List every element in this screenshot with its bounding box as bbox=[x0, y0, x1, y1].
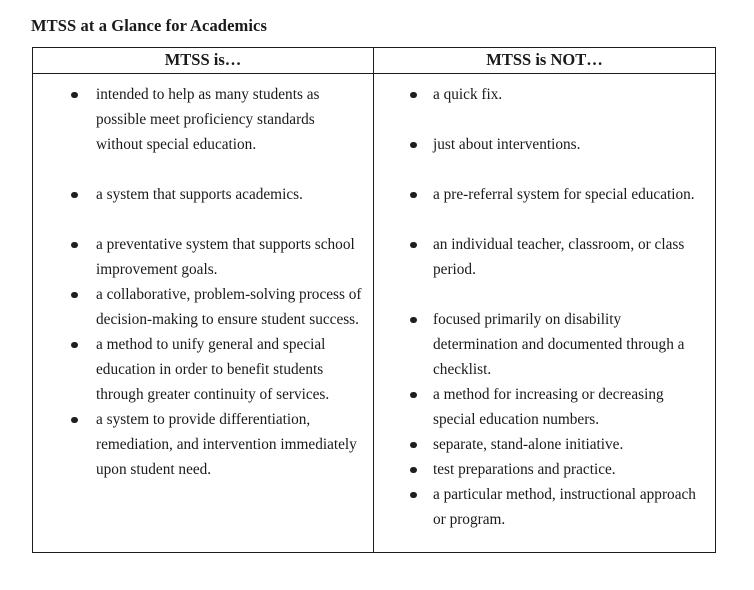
list-item bbox=[374, 182, 715, 207]
list-item bbox=[374, 307, 715, 382]
list-item-label: a system to provide differentiation, remediation, and intervention immediately upon student need. bbox=[96, 411, 357, 478]
bullet-icon bbox=[410, 142, 417, 149]
table-body-row bbox=[33, 74, 715, 552]
list-item bbox=[374, 82, 715, 107]
bullet-icon bbox=[410, 392, 417, 399]
bullet-icon bbox=[410, 492, 417, 499]
list-item-label: a preventative system that supports school improvement goals. bbox=[96, 236, 355, 278]
list-item-label: an individual teacher, classroom, or class period. bbox=[433, 236, 685, 278]
cell-mtss-is bbox=[33, 74, 374, 552]
mtss-comparison-table bbox=[32, 47, 716, 553]
column-header-mtss-is-not: MTSS is NOT… bbox=[486, 50, 603, 70]
list-item bbox=[374, 432, 715, 457]
bullet-icon bbox=[410, 317, 417, 324]
mtss-is-not-list bbox=[374, 82, 715, 532]
list-item bbox=[33, 182, 373, 207]
list-item-label: a method to unify general and special education in order to benefit students through greater continuity of services. bbox=[96, 336, 330, 403]
list-item-label: a pre-referral system for special education. bbox=[433, 186, 695, 203]
list-item bbox=[33, 82, 373, 157]
bullet-icon bbox=[71, 342, 78, 349]
list-item bbox=[374, 482, 715, 532]
list-item bbox=[33, 407, 373, 482]
list-item bbox=[374, 132, 715, 157]
list-item bbox=[33, 232, 373, 282]
bullet-icon bbox=[410, 92, 417, 99]
bullet-icon bbox=[71, 242, 78, 249]
page-title: MTSS at a Glance for Academics bbox=[31, 16, 267, 35]
bullet-icon bbox=[71, 192, 78, 199]
bullet-icon bbox=[410, 242, 417, 249]
list-item-label: a quick fix. bbox=[433, 86, 503, 103]
list-item-label: a system that supports academics. bbox=[96, 186, 303, 203]
mtss-is-list bbox=[33, 82, 373, 482]
list-item-label: a collaborative, problem-solving process of decision-making to ensure student success. bbox=[96, 286, 362, 328]
list-item-label: a particular method, instructional approach or program. bbox=[433, 486, 696, 528]
bullet-icon bbox=[410, 442, 417, 449]
list-item-label: separate, stand-alone initiative. bbox=[433, 436, 624, 453]
list-item-label: just about interventions. bbox=[433, 136, 581, 153]
bullet-icon bbox=[410, 192, 417, 199]
table-header-row bbox=[33, 48, 715, 74]
bullet-icon bbox=[71, 92, 78, 99]
list-item bbox=[33, 332, 373, 407]
bullet-icon bbox=[410, 467, 417, 474]
list-item bbox=[374, 382, 715, 432]
column-header-mtss-is: MTSS is… bbox=[33, 48, 374, 73]
list-item-label: intended to help as many students as possible meet proficiency standards without special education. bbox=[96, 86, 320, 153]
list-item-label: focused primarily on disability determination and documented through a checklist. bbox=[433, 311, 685, 378]
list-item-label: a method for increasing or decreasing special education numbers. bbox=[433, 386, 664, 428]
cell-mtss-is-not bbox=[374, 74, 715, 552]
bullet-icon bbox=[71, 292, 78, 299]
list-item bbox=[374, 232, 715, 282]
bullet-icon bbox=[71, 417, 78, 424]
list-item bbox=[33, 282, 373, 332]
list-item bbox=[374, 457, 715, 482]
list-item-label: test preparations and practice. bbox=[433, 461, 616, 478]
